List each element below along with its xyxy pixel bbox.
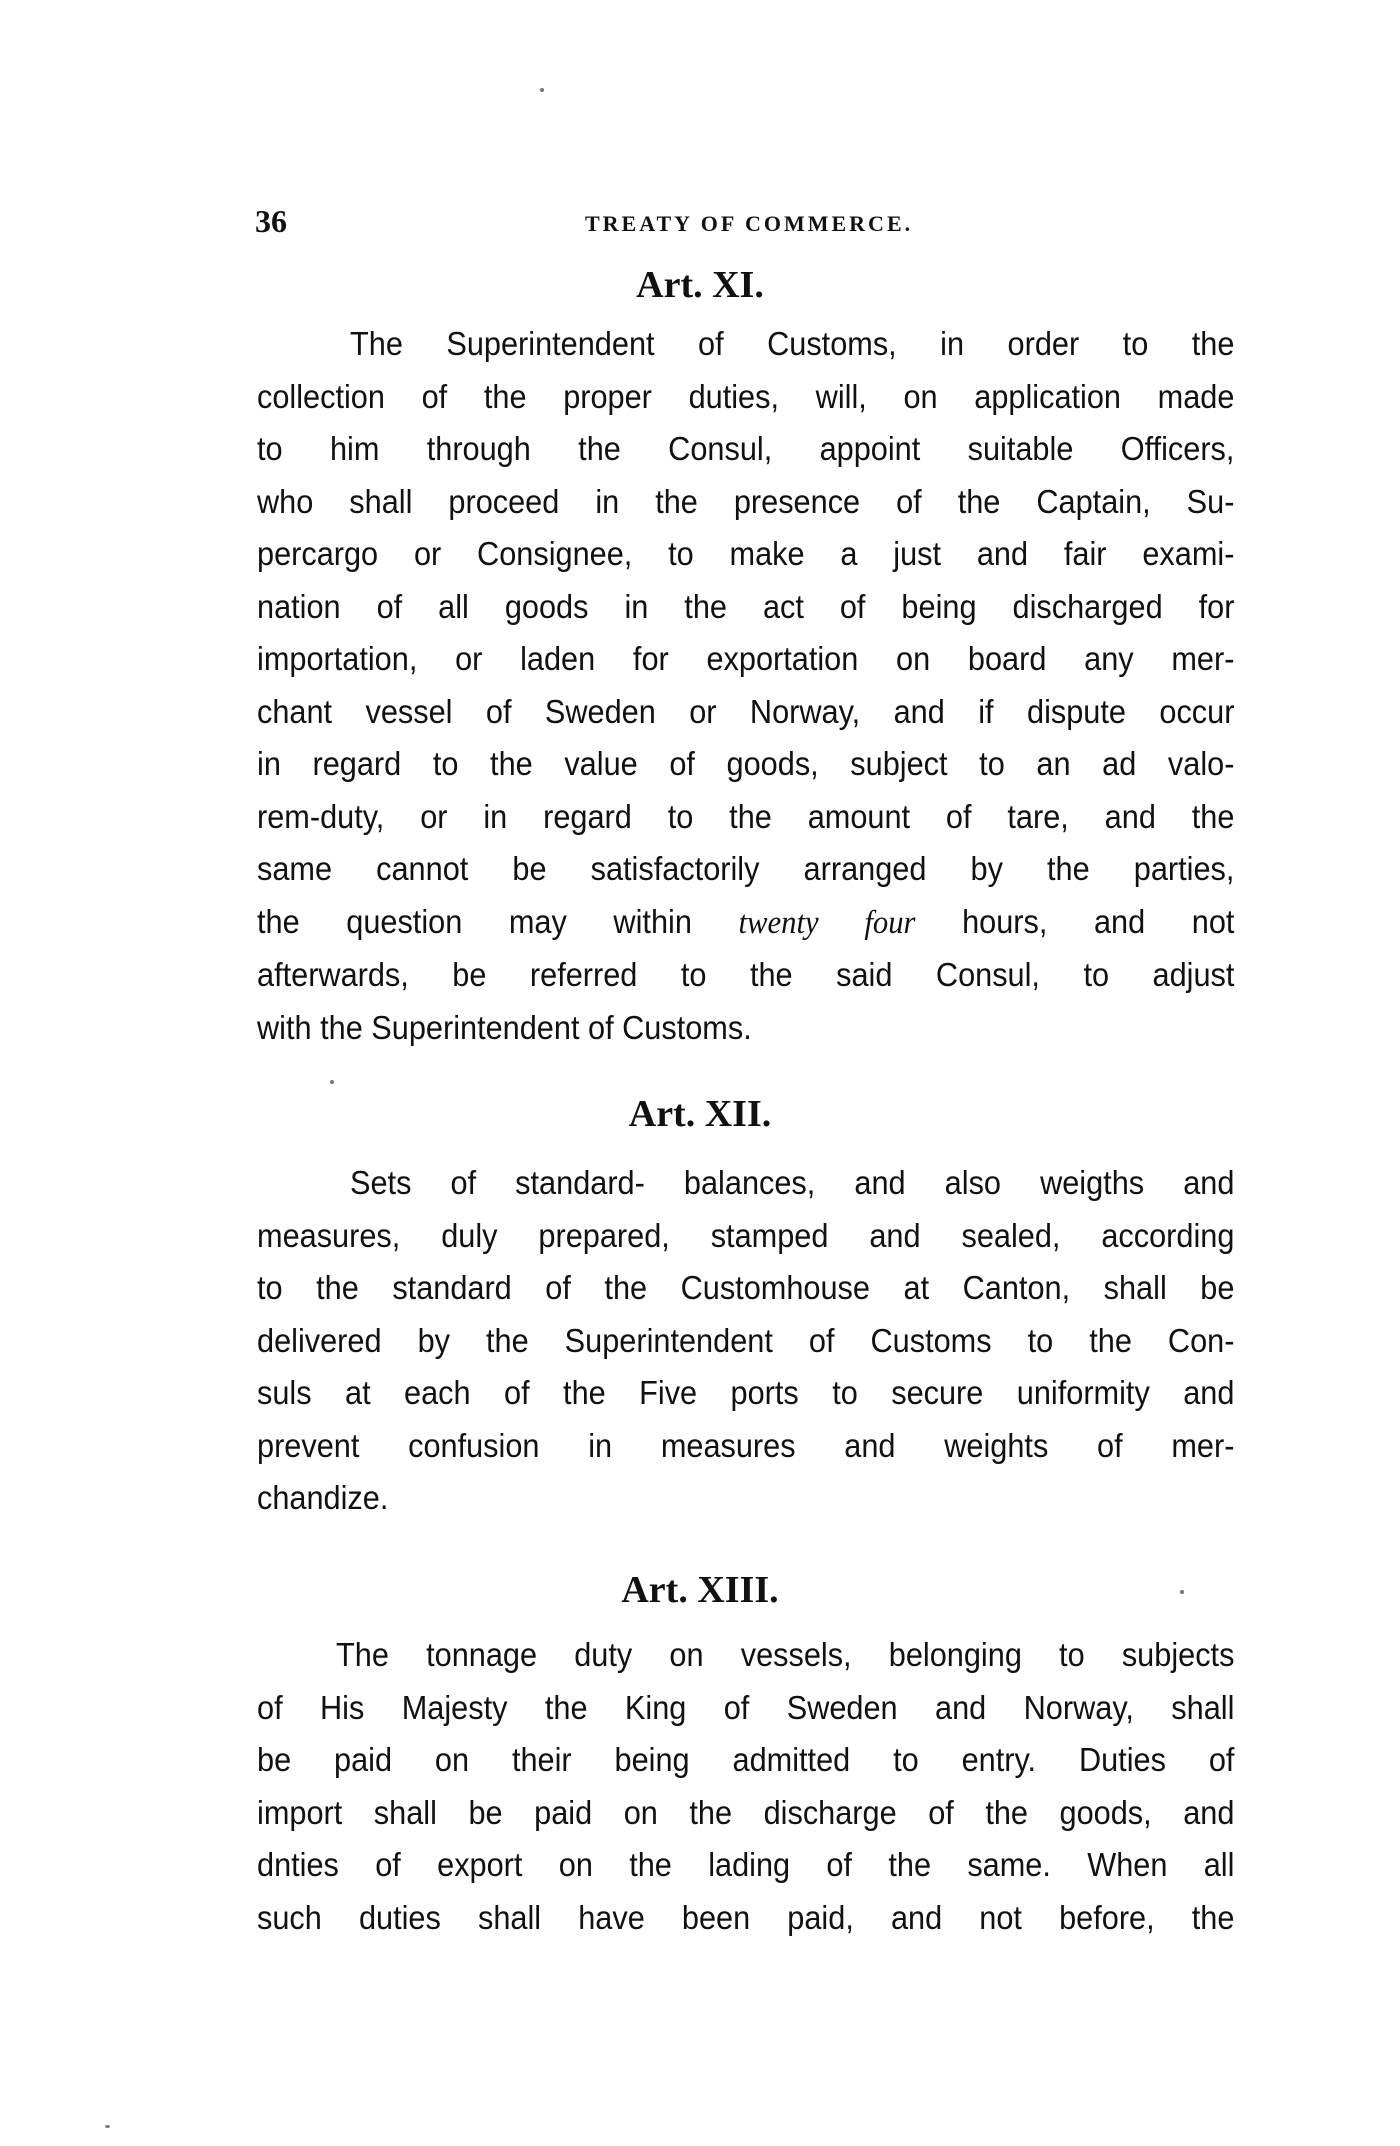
text-line: nation of all goods in the act of being discharged for xyxy=(257,587,1235,625)
running-head xyxy=(255,203,1235,243)
text-line: dnties of export on the lading of the same. When all xyxy=(257,1846,1235,1883)
text-line: the question may within twenty four hours, and not xyxy=(257,902,1235,941)
scan-speck xyxy=(1180,1590,1184,1594)
text-line: such duties shall have been paid, and not before, the xyxy=(257,1898,1235,1936)
text-line: importation, or laden for exportation on board any mer- xyxy=(257,640,1235,677)
text-line: to him through the Consul, appoint suitable Officers, xyxy=(257,430,1235,467)
text-line: rem-duty, or in regard to the amount of tare, and the xyxy=(257,797,1235,835)
article-paragraph xyxy=(257,318,1235,1054)
text-line: who shall proceed in the presence of the Captain, Su- xyxy=(257,482,1235,520)
text-line: in regard to the value of goods, subject to an ad valo- xyxy=(257,745,1235,782)
italic-emphasis: twenty four xyxy=(738,904,916,941)
text-line: to the standard of the Customhouse at Canton, shall be xyxy=(257,1269,1235,1306)
article-paragraph xyxy=(257,1629,1235,1944)
text-line: chant vessel of Sweden or Norway, and if dispute occur xyxy=(257,692,1235,730)
text-line: import shall be paid on the discharge of the goods, and xyxy=(257,1793,1235,1831)
text-line: same cannot be satisfactorily arranged by the parties, xyxy=(257,850,1235,887)
text-line: of His Majesty the King of Sweden and Norway, shall xyxy=(257,1688,1235,1726)
text-line: measures, duly prepared, stamped and sealed, according xyxy=(257,1216,1235,1254)
scan-speck xyxy=(540,88,544,92)
text-line: be paid on their being admitted to entry. Duties of xyxy=(257,1741,1235,1778)
article-heading: Art. XI. xyxy=(636,264,764,306)
article-heading: Art. XIII. xyxy=(621,1569,779,1611)
scan-speck xyxy=(330,1080,334,1084)
text-line: percargo or Consignee, to make a just and fair exami- xyxy=(257,535,1235,572)
page-number: 36 xyxy=(255,203,287,239)
scan-speck xyxy=(105,2125,110,2128)
text-line: suls at each of the Five ports to secure uniformity and xyxy=(257,1374,1235,1411)
article-paragraph xyxy=(257,1157,1235,1525)
text-line: Sets of standard- balances, and also weigths and xyxy=(350,1164,1235,1201)
text-line: with the Superintendent of Customs. xyxy=(257,1008,752,1046)
text-line: collection of the proper duties, will, on application made xyxy=(257,377,1235,415)
text-line: chandize. xyxy=(257,1479,389,1516)
running-title: TREATY OF COMMERCE. xyxy=(585,211,914,236)
text-line: The tonnage duty on vessels, belonging to subjects xyxy=(336,1636,1235,1673)
text-line: afterwards, be referred to the said Consul, to adjust xyxy=(257,956,1235,993)
text-line: prevent confusion in measures and weights of mer- xyxy=(257,1426,1235,1464)
article-heading: Art. XII. xyxy=(628,1093,772,1135)
text-line: The Superintendent of Customs, in order to the xyxy=(350,325,1235,362)
text-line: delivered by the Superintendent of Customs to the Con- xyxy=(257,1321,1235,1359)
